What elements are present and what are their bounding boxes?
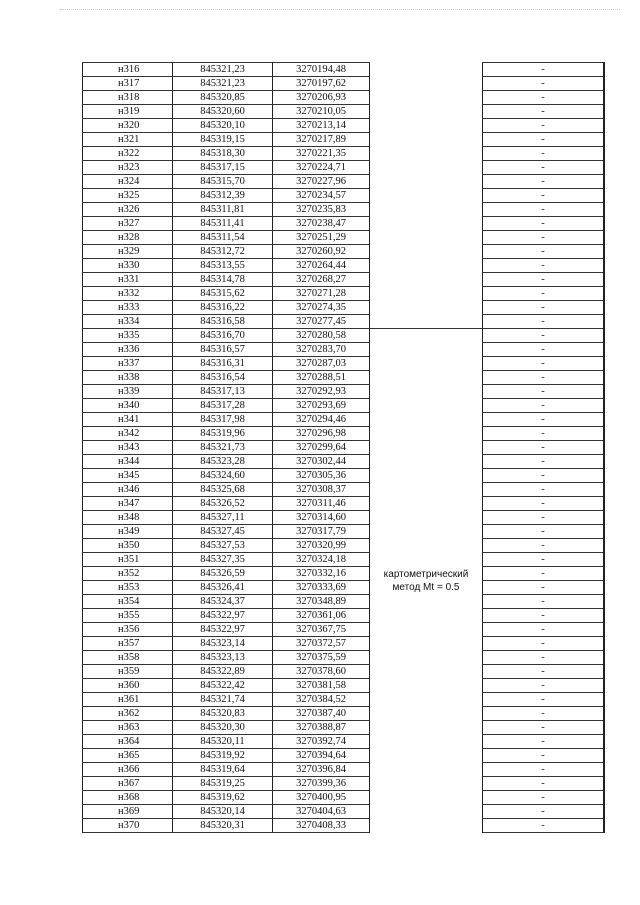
y-coordinate-cell: 3270384,52 xyxy=(273,693,370,707)
point-id-cell: н324 xyxy=(83,175,173,189)
table-row xyxy=(83,791,605,805)
table-row xyxy=(83,581,605,595)
point-id-cell: н316 xyxy=(83,63,173,77)
y-coordinate-cell: 3270408,33 xyxy=(273,819,370,833)
coordinates-table xyxy=(82,62,605,833)
point-id-cell: н364 xyxy=(83,735,173,749)
y-coordinate-cell: 3270333,69 xyxy=(273,581,370,595)
y-coordinate-cell: 3270194,48 xyxy=(273,63,370,77)
table-row xyxy=(83,511,605,525)
table-row xyxy=(83,203,605,217)
point-id-cell: н352 xyxy=(83,567,173,581)
y-coordinate-cell: 3270381,58 xyxy=(273,679,370,693)
error-cell: - xyxy=(483,721,605,735)
x-coordinate-cell: 845315,62 xyxy=(173,287,273,301)
x-coordinate-cell: 845311,41 xyxy=(173,217,273,231)
point-id-cell: н358 xyxy=(83,651,173,665)
x-coordinate-cell: 845320,11 xyxy=(173,735,273,749)
x-coordinate-cell: 845320,60 xyxy=(173,105,273,119)
point-id-cell: н369 xyxy=(83,805,173,819)
x-coordinate-cell: 845319,15 xyxy=(173,133,273,147)
error-cell: - xyxy=(483,469,605,483)
table-row xyxy=(83,539,605,553)
y-coordinate-cell: 3270396,84 xyxy=(273,763,370,777)
table-row xyxy=(83,91,605,105)
error-cell: - xyxy=(483,609,605,623)
point-id-cell: н344 xyxy=(83,455,173,469)
x-coordinate-cell: 845320,10 xyxy=(173,119,273,133)
point-id-cell: н330 xyxy=(83,259,173,273)
x-coordinate-cell: 845327,35 xyxy=(173,553,273,567)
x-coordinate-cell: 845320,31 xyxy=(173,819,273,833)
point-id-cell: н349 xyxy=(83,525,173,539)
table-row xyxy=(83,315,605,329)
table-row xyxy=(83,385,605,399)
error-cell: - xyxy=(483,63,605,77)
y-coordinate-cell: 3270264,44 xyxy=(273,259,370,273)
error-cell: - xyxy=(483,77,605,91)
y-coordinate-cell: 3270287,03 xyxy=(273,357,370,371)
x-coordinate-cell: 845326,59 xyxy=(173,567,273,581)
point-id-cell: н348 xyxy=(83,511,173,525)
y-coordinate-cell: 3270268,27 xyxy=(273,273,370,287)
table-row xyxy=(83,497,605,511)
y-coordinate-cell: 3270274,35 xyxy=(273,301,370,315)
error-cell: - xyxy=(483,217,605,231)
table-row xyxy=(83,189,605,203)
y-coordinate-cell: 3270271,28 xyxy=(273,287,370,301)
x-coordinate-cell: 845323,14 xyxy=(173,637,273,651)
error-cell: - xyxy=(483,203,605,217)
y-coordinate-cell: 3270324,18 xyxy=(273,553,370,567)
error-cell: - xyxy=(483,329,605,343)
table-row xyxy=(83,105,605,119)
point-id-cell: н338 xyxy=(83,371,173,385)
point-id-cell: н322 xyxy=(83,147,173,161)
x-coordinate-cell: 845326,52 xyxy=(173,497,273,511)
error-cell: - xyxy=(483,413,605,427)
point-id-cell: н332 xyxy=(83,287,173,301)
y-coordinate-cell: 3270305,36 xyxy=(273,469,370,483)
y-coordinate-cell: 3270361,06 xyxy=(273,609,370,623)
point-id-cell: н367 xyxy=(83,777,173,791)
table-row xyxy=(83,259,605,273)
x-coordinate-cell: 845316,57 xyxy=(173,343,273,357)
error-cell: - xyxy=(483,119,605,133)
y-coordinate-cell: 3270317,79 xyxy=(273,525,370,539)
table-row xyxy=(83,665,605,679)
x-coordinate-cell: 845319,62 xyxy=(173,791,273,805)
point-id-cell: н339 xyxy=(83,385,173,399)
y-coordinate-cell: 3270367,75 xyxy=(273,623,370,637)
x-coordinate-cell: 845317,15 xyxy=(173,161,273,175)
table-row xyxy=(83,693,605,707)
table-row xyxy=(83,777,605,791)
x-coordinate-cell: 845317,98 xyxy=(173,413,273,427)
error-cell: - xyxy=(483,707,605,721)
point-id-cell: н365 xyxy=(83,749,173,763)
x-coordinate-cell: 845326,41 xyxy=(173,581,273,595)
table-row xyxy=(83,371,605,385)
table-row xyxy=(83,413,605,427)
error-cell: - xyxy=(483,441,605,455)
error-cell: - xyxy=(483,105,605,119)
point-id-cell: н345 xyxy=(83,469,173,483)
point-id-cell: н317 xyxy=(83,77,173,91)
error-cell: - xyxy=(483,245,605,259)
y-coordinate-cell: 3270277,45 xyxy=(273,315,370,329)
x-coordinate-cell: 845316,54 xyxy=(173,371,273,385)
table-row xyxy=(83,287,605,301)
x-coordinate-cell: 845316,70 xyxy=(173,329,273,343)
table-row xyxy=(83,231,605,245)
y-coordinate-cell: 3270227,96 xyxy=(273,175,370,189)
table-row xyxy=(83,217,605,231)
error-cell: - xyxy=(483,189,605,203)
error-cell: - xyxy=(483,777,605,791)
y-coordinate-cell: 3270288,51 xyxy=(273,371,370,385)
error-cell: - xyxy=(483,567,605,581)
error-cell: - xyxy=(483,259,605,273)
y-coordinate-cell: 3270308,37 xyxy=(273,483,370,497)
table-row xyxy=(83,553,605,567)
error-cell: - xyxy=(483,301,605,315)
point-id-cell: н361 xyxy=(83,693,173,707)
x-coordinate-cell: 845318,30 xyxy=(173,147,273,161)
y-coordinate-cell: 3270293,69 xyxy=(273,399,370,413)
error-cell: - xyxy=(483,679,605,693)
table-row xyxy=(83,469,605,483)
y-coordinate-cell: 3270251,29 xyxy=(273,231,370,245)
error-cell: - xyxy=(483,665,605,679)
error-cell: - xyxy=(483,357,605,371)
point-id-cell: н356 xyxy=(83,623,173,637)
point-id-cell: н335 xyxy=(83,329,173,343)
error-cell: - xyxy=(483,483,605,497)
table-row xyxy=(83,77,605,91)
table-row xyxy=(83,427,605,441)
error-cell: - xyxy=(483,735,605,749)
point-id-cell: н342 xyxy=(83,427,173,441)
error-cell: - xyxy=(483,385,605,399)
x-coordinate-cell: 845322,89 xyxy=(173,665,273,679)
point-id-cell: н354 xyxy=(83,595,173,609)
point-id-cell: н363 xyxy=(83,721,173,735)
y-coordinate-cell: 3270197,62 xyxy=(273,77,370,91)
point-id-cell: н359 xyxy=(83,665,173,679)
y-coordinate-cell: 3270394,64 xyxy=(273,749,370,763)
point-id-cell: н350 xyxy=(83,539,173,553)
y-coordinate-cell: 3270400,95 xyxy=(273,791,370,805)
method-cell xyxy=(370,329,483,833)
x-coordinate-cell: 845311,81 xyxy=(173,203,273,217)
error-cell: - xyxy=(483,749,605,763)
point-id-cell: н326 xyxy=(83,203,173,217)
y-coordinate-cell: 3270311,46 xyxy=(273,497,370,511)
x-coordinate-cell: 845322,97 xyxy=(173,623,273,637)
y-coordinate-cell: 3270217,89 xyxy=(273,133,370,147)
table-row xyxy=(83,651,605,665)
point-id-cell: н355 xyxy=(83,609,173,623)
error-cell: - xyxy=(483,455,605,469)
x-coordinate-cell: 845322,42 xyxy=(173,679,273,693)
y-coordinate-cell: 3270280,58 xyxy=(273,329,370,343)
x-coordinate-cell: 845319,25 xyxy=(173,777,273,791)
table-row xyxy=(83,133,605,147)
error-cell: - xyxy=(483,399,605,413)
x-coordinate-cell: 845327,45 xyxy=(173,525,273,539)
scan-top-edge xyxy=(60,9,620,11)
error-cell: - xyxy=(483,595,605,609)
x-coordinate-cell: 845323,13 xyxy=(173,651,273,665)
x-coordinate-cell: 845319,64 xyxy=(173,763,273,777)
error-cell: - xyxy=(483,315,605,329)
x-coordinate-cell: 845320,85 xyxy=(173,91,273,105)
point-id-cell: н346 xyxy=(83,483,173,497)
point-id-cell: н328 xyxy=(83,231,173,245)
table-row xyxy=(83,735,605,749)
table-row xyxy=(83,161,605,175)
x-coordinate-cell: 845316,58 xyxy=(173,315,273,329)
error-cell: - xyxy=(483,161,605,175)
error-cell: - xyxy=(483,273,605,287)
point-id-cell: н343 xyxy=(83,441,173,455)
y-coordinate-cell: 3270238,47 xyxy=(273,217,370,231)
point-id-cell: н318 xyxy=(83,91,173,105)
x-coordinate-cell: 845314,78 xyxy=(173,273,273,287)
table-row xyxy=(83,119,605,133)
table-row xyxy=(83,399,605,413)
point-id-cell: н362 xyxy=(83,707,173,721)
point-id-cell: н334 xyxy=(83,315,173,329)
x-coordinate-cell: 845316,22 xyxy=(173,301,273,315)
error-cell: - xyxy=(483,791,605,805)
x-coordinate-cell: 845321,23 xyxy=(173,63,273,77)
table-row xyxy=(83,455,605,469)
y-coordinate-cell: 3270332,16 xyxy=(273,567,370,581)
error-cell: - xyxy=(483,763,605,777)
y-coordinate-cell: 3270206,93 xyxy=(273,91,370,105)
y-coordinate-cell: 3270294,46 xyxy=(273,413,370,427)
error-cell: - xyxy=(483,427,605,441)
x-coordinate-cell: 845311,54 xyxy=(173,231,273,245)
point-id-cell: н368 xyxy=(83,791,173,805)
x-coordinate-cell: 845316,31 xyxy=(173,357,273,371)
table-row xyxy=(83,567,605,581)
method-label-line2: метод Mt = 0.5 xyxy=(392,581,460,593)
x-coordinate-cell: 845319,96 xyxy=(173,427,273,441)
error-cell: - xyxy=(483,231,605,245)
point-id-cell: н347 xyxy=(83,497,173,511)
table-row xyxy=(83,301,605,315)
point-id-cell: н320 xyxy=(83,119,173,133)
x-coordinate-cell: 845324,37 xyxy=(173,595,273,609)
x-coordinate-cell: 845322,97 xyxy=(173,609,273,623)
point-id-cell: н341 xyxy=(83,413,173,427)
table-row xyxy=(83,63,605,77)
error-cell: - xyxy=(483,651,605,665)
error-cell: - xyxy=(483,287,605,301)
error-cell: - xyxy=(483,175,605,189)
table-row xyxy=(83,707,605,721)
point-id-cell: н329 xyxy=(83,245,173,259)
point-id-cell: н351 xyxy=(83,553,173,567)
point-id-cell: н370 xyxy=(83,819,173,833)
point-id-cell: н336 xyxy=(83,343,173,357)
x-coordinate-cell: 845323,28 xyxy=(173,455,273,469)
error-cell: - xyxy=(483,539,605,553)
y-coordinate-cell: 3270399,36 xyxy=(273,777,370,791)
x-coordinate-cell: 845325,68 xyxy=(173,483,273,497)
error-cell: - xyxy=(483,693,605,707)
x-coordinate-cell: 845320,30 xyxy=(173,721,273,735)
method-cell-upper xyxy=(370,63,483,329)
error-cell: - xyxy=(483,581,605,595)
y-coordinate-cell: 3270260,92 xyxy=(273,245,370,259)
y-coordinate-cell: 3270224,71 xyxy=(273,161,370,175)
point-id-cell: н327 xyxy=(83,217,173,231)
y-coordinate-cell: 3270235,83 xyxy=(273,203,370,217)
error-cell: - xyxy=(483,805,605,819)
table-row xyxy=(83,623,605,637)
error-cell: - xyxy=(483,511,605,525)
point-id-cell: н357 xyxy=(83,637,173,651)
point-id-cell: н323 xyxy=(83,161,173,175)
table-row xyxy=(83,483,605,497)
y-coordinate-cell: 3270378,60 xyxy=(273,665,370,679)
error-cell: - xyxy=(483,343,605,357)
table-row xyxy=(83,595,605,609)
x-coordinate-cell: 845321,73 xyxy=(173,441,273,455)
y-coordinate-cell: 3270292,93 xyxy=(273,385,370,399)
y-coordinate-cell: 3270234,57 xyxy=(273,189,370,203)
error-cell: - xyxy=(483,497,605,511)
table-row xyxy=(83,147,605,161)
method-label-line1: картометрический xyxy=(383,568,469,580)
x-coordinate-cell: 845324,60 xyxy=(173,469,273,483)
y-coordinate-cell: 3270404,63 xyxy=(273,805,370,819)
x-coordinate-cell: 845327,53 xyxy=(173,539,273,553)
point-id-cell: н333 xyxy=(83,301,173,315)
table-row xyxy=(83,273,605,287)
table-row xyxy=(83,679,605,693)
y-coordinate-cell: 3270320,99 xyxy=(273,539,370,553)
x-coordinate-cell: 845313,55 xyxy=(173,259,273,273)
table-row xyxy=(83,329,605,343)
table-row xyxy=(83,637,605,651)
y-coordinate-cell: 3270299,64 xyxy=(273,441,370,455)
x-coordinate-cell: 845327,11 xyxy=(173,511,273,525)
point-id-cell: н319 xyxy=(83,105,173,119)
y-coordinate-cell: 3270348,89 xyxy=(273,595,370,609)
error-cell: - xyxy=(483,91,605,105)
table-row xyxy=(83,357,605,371)
y-coordinate-cell: 3270296,98 xyxy=(273,427,370,441)
error-cell: - xyxy=(483,525,605,539)
point-id-cell: н325 xyxy=(83,189,173,203)
y-coordinate-cell: 3270283,70 xyxy=(273,343,370,357)
y-coordinate-cell: 3270213,14 xyxy=(273,119,370,133)
table-row xyxy=(83,819,605,833)
error-cell: - xyxy=(483,819,605,833)
y-coordinate-cell: 3270392,74 xyxy=(273,735,370,749)
table-row xyxy=(83,721,605,735)
x-coordinate-cell: 845312,39 xyxy=(173,189,273,203)
point-id-cell: н360 xyxy=(83,679,173,693)
table-row xyxy=(83,245,605,259)
y-coordinate-cell: 3270387,40 xyxy=(273,707,370,721)
x-coordinate-cell: 845320,83 xyxy=(173,707,273,721)
y-coordinate-cell: 3270375,59 xyxy=(273,651,370,665)
point-id-cell: н366 xyxy=(83,763,173,777)
x-coordinate-cell: 845319,92 xyxy=(173,749,273,763)
point-id-cell: н353 xyxy=(83,581,173,595)
x-coordinate-cell: 845312,72 xyxy=(173,245,273,259)
y-coordinate-cell: 3270372,57 xyxy=(273,637,370,651)
y-coordinate-cell: 3270221,35 xyxy=(273,147,370,161)
table-row xyxy=(83,441,605,455)
table-row xyxy=(83,763,605,777)
y-coordinate-cell: 3270388,87 xyxy=(273,721,370,735)
point-id-cell: н321 xyxy=(83,133,173,147)
table-row xyxy=(83,805,605,819)
x-coordinate-cell: 845315,70 xyxy=(173,175,273,189)
table-row xyxy=(83,175,605,189)
table-row xyxy=(83,525,605,539)
y-coordinate-cell: 3270314,60 xyxy=(273,511,370,525)
x-coordinate-cell: 845321,74 xyxy=(173,693,273,707)
error-cell: - xyxy=(483,133,605,147)
point-id-cell: н331 xyxy=(83,273,173,287)
y-coordinate-cell: 3270302,44 xyxy=(273,455,370,469)
error-cell: - xyxy=(483,147,605,161)
error-cell: - xyxy=(483,637,605,651)
x-coordinate-cell: 845317,28 xyxy=(173,399,273,413)
coordinates-table-body xyxy=(83,63,605,833)
x-coordinate-cell: 845320,14 xyxy=(173,805,273,819)
y-coordinate-cell: 3270210,05 xyxy=(273,105,370,119)
table-row xyxy=(83,609,605,623)
table-row xyxy=(83,343,605,357)
error-cell: - xyxy=(483,553,605,567)
point-id-cell: н337 xyxy=(83,357,173,371)
x-coordinate-cell: 845321,23 xyxy=(173,77,273,91)
point-id-cell: н340 xyxy=(83,399,173,413)
table-row xyxy=(83,749,605,763)
x-coordinate-cell: 845317,13 xyxy=(173,385,273,399)
error-cell: - xyxy=(483,623,605,637)
error-cell: - xyxy=(483,371,605,385)
